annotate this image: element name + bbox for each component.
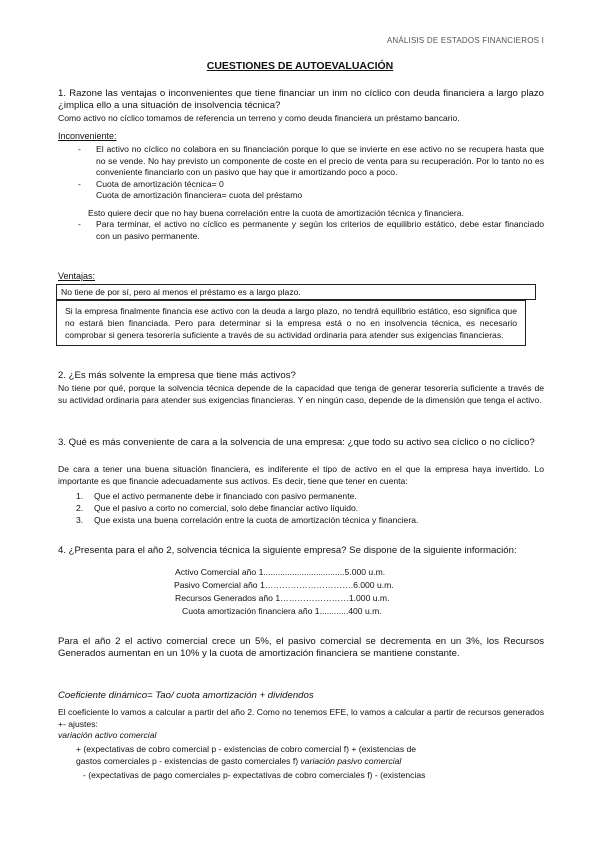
correlacion-line: Esto quiere decir que no hay buena correlación entre la cuota de amortización técnica y financiera.: [88, 207, 464, 218]
formula-line-3: - (expectativas de pago comerciales p- expectativas de cobro comerciales f) - (existencias: [83, 770, 426, 780]
q3-list: [58, 490, 544, 526]
data-row: Activo Comercial año 1..................................5.000 u.m.: [175, 567, 386, 577]
question-1: 1. Razone las ventajas o inconvenientes que tiene financiar un inm no cíclico con deuda financiera a largo plazo ¿implica ello a una situación de insolvencia técnica?: [58, 88, 544, 111]
list-number: 2.: [76, 503, 84, 513]
data-table: [0, 566, 600, 618]
inconveniente-heading: Inconveniente:: [58, 131, 117, 141]
list-item: - El activo no cíclico no colabora en su financiación porque lo que se invierte en ese activo no se recupera hasta que no se vende. No hay previsto un componente de coste en el precio de venta para su recuperación. Por lo tanto no es conveniente financiarlo con un pasivo que hay que ir amortizando poco a poco.: [58, 144, 544, 179]
list-text: Que el activo permanente debe ir financiado con pasivo permanente.: [94, 491, 357, 501]
question-2: 2. ¿Es más solvente la empresa que tiene más activos?: [58, 370, 296, 381]
list-text: Que exista una buena correlación entre la cuota de amortización técnica y financiera.: [94, 515, 419, 525]
formula-text: gastos comerciales p - existencias de gasto comerciales f): [76, 756, 301, 766]
var-activo-label: variación activo comercial: [58, 730, 157, 740]
list-item: - Para terminar, el activo no cíclico es permanente y según los criterios de equilibrio estático, debe estar financiado con un pasivo permanente.: [58, 219, 544, 242]
var-pasivo-label: variación pasivo comercial: [300, 756, 402, 766]
data-row: Recursos Generados año 1……………………1.000 u.m.: [175, 593, 390, 603]
conclusion-box: Si la empresa finalmente financia ese activo con la deuda a largo plazo, no tendrá equilibrio estático, eso significa que no estará bien financiada. Pero para determinar si la empresa está o no en insolvencia técnica, es necesario comprobar si genera tesorería suficiente a través de su actividad ordinaria para atender sus exigencias financieras.: [56, 300, 526, 346]
data-row: Pasivo Comercial año 1………………………….6.000 u.m.: [174, 580, 394, 590]
coef-text: El coeficiente lo vamos a calcular a partir del año 2. Como no tenemos EFE, lo vamos a calcular a partir de recursos generados +- ajustes:: [58, 707, 544, 729]
q3-answer: De cara a tener una buena situación financiera, es indiferente el tipo de activo en el que la empresa haya invertido. Lo importante es que financie adecuadamente sus activos. Es decir, tiene que tener en cuenta:: [58, 464, 544, 486]
question-4: 4. ¿Presenta para el año 2, solvencia técnica la siguiente empresa? Se dispone de la siguiente información:: [58, 545, 517, 556]
list-text: Que el pasivo a corto no comercial, solo debe financiar activo líquido.: [94, 503, 359, 513]
q1-intro: Como activo no cíclico tomamos de referencia un terreno y como deuda financiera un préstamo bancario.: [58, 113, 460, 123]
cuota-financiera-line: Cuota de amortización financiera= cuota del préstamo: [96, 190, 303, 200]
running-header: ANÁLISIS DE ESTADOS FINANCIEROS I: [386, 36, 544, 45]
list-number: 3.: [76, 515, 84, 525]
formula-line-1: + (expectativas de cobro comercial p - existencias de cobro comercial f) + (existencias de: [76, 744, 417, 754]
list-item: [58, 514, 544, 526]
page-title: CUESTIONES DE AUTOEVALUACIÓN: [206, 60, 394, 72]
list-item: - Cuota de amortización técnica= 0: [58, 179, 544, 191]
formula-line-2: [58, 755, 544, 767]
list-number: 1.: [76, 491, 84, 501]
ventajas-heading: Ventajas:: [58, 271, 96, 281]
question-3: 3. Qué es más conveniente de cara a la solvencia de una empresa: ¿que todo su activo sea cíclico o no cíclico?: [58, 437, 535, 448]
ventajas-box: No tiene de por sí, pero al menos el préstamo es a largo plazo.: [56, 284, 536, 300]
list-item: [58, 490, 544, 502]
inconveniente-list: [58, 144, 544, 242]
q2-answer: No tiene por qué, porque la solvencia técnica depende de la capacidad que tenga de generar tesorería suficiente a través de su actividad ordinaria para atender sus exigencias financieras. Y en ningún caso, depende de la dimensión que tenga el activo.: [58, 383, 544, 405]
coef-formula: Coeficiente dinámico= Tao/ cuota amortización + dividendos: [58, 690, 314, 701]
list-item: [58, 502, 544, 514]
q4-paragraph: Para el año 2 el activo comercial crece un 5%, el pasivo comercial se decrementa en un 3%, los Recursos Generados aumentan en un 10% y la cuota de amortización financiera se mantiene constante.: [58, 636, 544, 659]
data-row: Cuota amortización financiera año 1............400 u.m.: [182, 606, 382, 616]
